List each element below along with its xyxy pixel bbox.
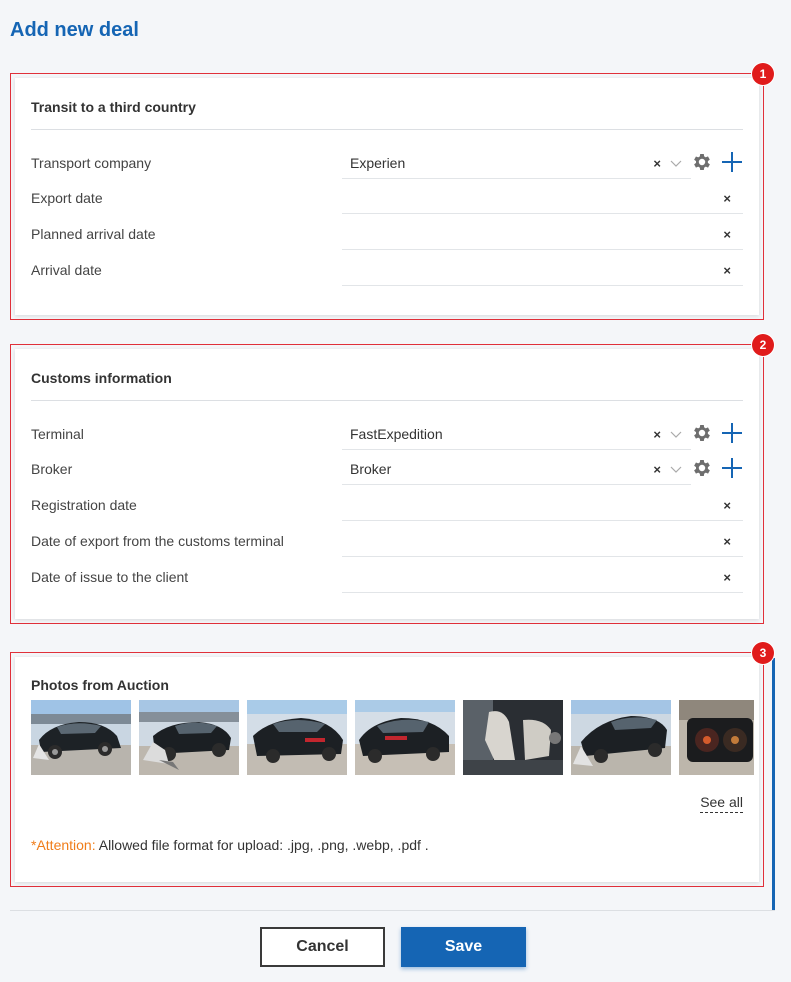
transport-company-row xyxy=(15,153,759,177)
auction-photo[interactable] xyxy=(247,700,347,775)
registration-date-input[interactable] xyxy=(342,493,743,521)
see-all-link[interactable]: See all xyxy=(700,794,743,813)
registration-date-clear[interactable]: × xyxy=(723,498,731,513)
export-from-terminal-row xyxy=(15,531,759,555)
export-date-clear[interactable]: × xyxy=(723,191,731,206)
export-from-terminal-label: Date of export from the customs terminal xyxy=(31,533,284,549)
auction-photo[interactable] xyxy=(355,700,455,775)
transit-title: Transit to a third country xyxy=(31,99,196,115)
gear-icon[interactable] xyxy=(691,457,713,479)
transit-divider xyxy=(31,129,743,130)
issue-to-client-row xyxy=(15,567,759,591)
customs-section xyxy=(10,344,764,624)
export-from-terminal-clear[interactable]: × xyxy=(723,534,731,549)
planned-arrival-date-clear[interactable]: × xyxy=(723,227,731,242)
broker-label: Broker xyxy=(31,461,73,477)
transport-company-value: Experien xyxy=(350,155,406,171)
gear-icon[interactable] xyxy=(691,151,713,173)
plus-icon[interactable] xyxy=(721,457,743,479)
photo-strip xyxy=(31,700,754,776)
chevron-down-icon[interactable] xyxy=(669,427,683,441)
broker-clear[interactable]: × xyxy=(653,462,661,477)
export-from-terminal-input[interactable] xyxy=(342,529,743,557)
terminal-clear[interactable]: × xyxy=(653,427,661,442)
broker-value: Broker xyxy=(350,461,392,477)
transit-section xyxy=(10,73,764,320)
auction-photo[interactable] xyxy=(679,700,754,775)
photos-card xyxy=(15,657,759,882)
customs-title: Customs information xyxy=(31,370,172,386)
annotation-badge-2: 2 xyxy=(752,334,774,356)
plus-icon[interactable] xyxy=(721,151,743,173)
terminal-row xyxy=(15,424,759,448)
attention-text: Allowed file format for upload: .jpg, .png, .webp, .pdf . xyxy=(95,837,429,853)
scrollbar[interactable] xyxy=(772,658,775,910)
issue-to-client-clear[interactable]: × xyxy=(723,570,731,585)
auction-photo[interactable] xyxy=(463,700,563,775)
arrival-date-input[interactable] xyxy=(342,258,743,286)
transport-company-label: Transport company xyxy=(31,155,152,171)
annotation-badge-1: 1 xyxy=(752,63,774,85)
transit-card xyxy=(15,78,759,315)
attention-label: *Attention: xyxy=(31,837,96,853)
attention-note xyxy=(31,837,429,853)
chevron-down-icon[interactable] xyxy=(669,462,683,476)
issue-to-client-input[interactable] xyxy=(342,565,743,593)
customs-card xyxy=(15,349,759,619)
cancel-button[interactable]: Cancel xyxy=(260,927,385,967)
issue-to-client-label: Date of issue to the client xyxy=(31,569,189,585)
plus-icon[interactable] xyxy=(721,422,743,444)
broker-select[interactable] xyxy=(342,457,691,485)
gear-icon[interactable] xyxy=(691,422,713,444)
auction-photo[interactable] xyxy=(139,700,239,775)
arrival-date-clear[interactable]: × xyxy=(723,263,731,278)
footer-divider xyxy=(10,910,775,911)
registration-date-label: Registration date xyxy=(31,497,137,513)
auction-photo[interactable] xyxy=(571,700,671,775)
chevron-down-icon[interactable] xyxy=(669,156,683,170)
registration-date-row xyxy=(15,495,759,519)
auction-photo[interactable] xyxy=(31,700,131,775)
customs-divider xyxy=(31,400,743,401)
terminal-value: FastExpedition xyxy=(350,426,443,442)
planned-arrival-date-input[interactable] xyxy=(342,222,743,250)
transport-company-clear[interactable]: × xyxy=(653,156,661,171)
photos-title: Photos from Auction xyxy=(31,677,169,693)
terminal-select[interactable] xyxy=(342,422,691,450)
arrival-date-label: Arrival date xyxy=(31,262,102,278)
page-title: Add new deal xyxy=(10,19,139,41)
planned-arrival-date-label: Planned arrival date xyxy=(31,226,156,242)
export-date-input[interactable] xyxy=(342,186,743,214)
planned-arrival-date-row xyxy=(15,224,759,248)
export-date-row xyxy=(15,188,759,212)
broker-row xyxy=(15,459,759,483)
transport-company-select[interactable] xyxy=(342,151,691,179)
save-button[interactable]: Save xyxy=(401,927,526,967)
arrival-date-row xyxy=(15,260,759,284)
photos-section xyxy=(10,652,764,887)
terminal-label: Terminal xyxy=(31,426,84,442)
annotation-badge-3: 3 xyxy=(752,642,774,664)
export-date-label: Export date xyxy=(31,190,103,206)
